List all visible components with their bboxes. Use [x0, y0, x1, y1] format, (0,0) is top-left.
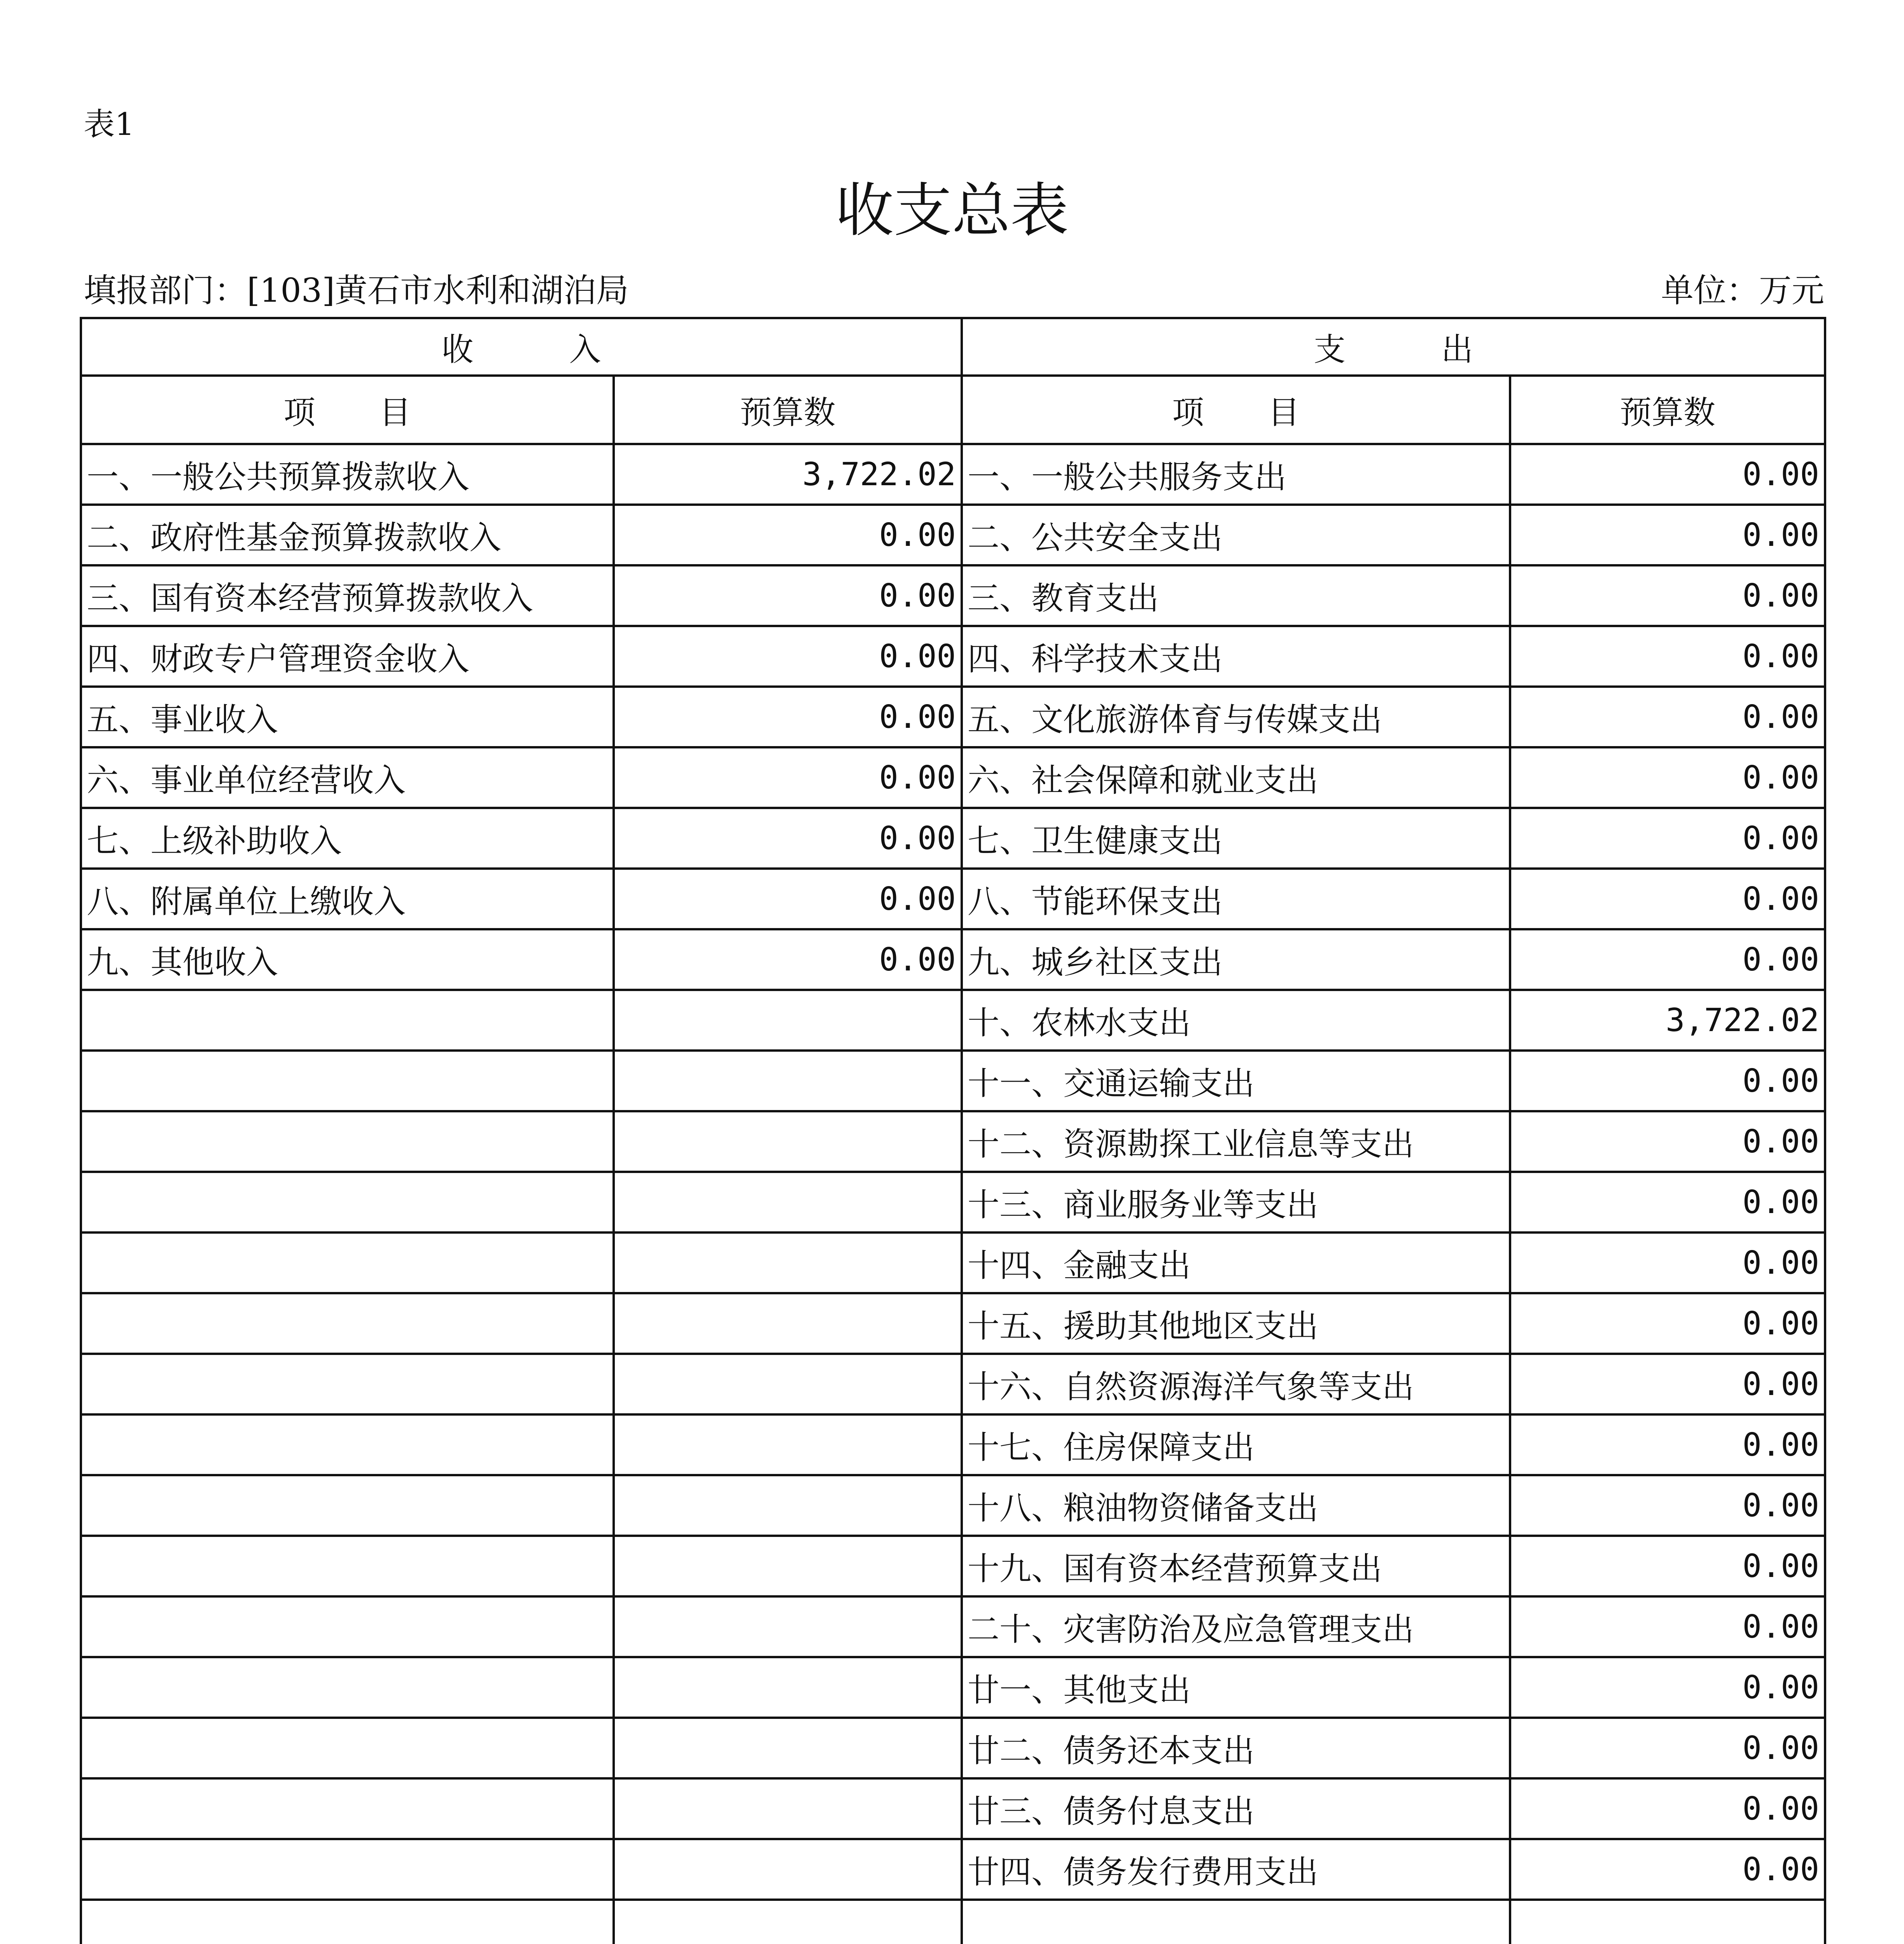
income-item-cell — [81, 1718, 614, 1778]
expense-item-cell: 十八、粮油物资储备支出 — [962, 1475, 1510, 1536]
expense-item-cell: 五、文化旅游体育与传媒支出 — [962, 687, 1510, 747]
income-item-header: 项 目 — [81, 376, 614, 444]
table-row — [81, 444, 1825, 505]
income-amount-cell — [614, 1778, 962, 1839]
income-item-cell — [81, 1475, 614, 1536]
page-title: 收支总表 — [835, 177, 1069, 245]
income-item-cell — [81, 1596, 614, 1657]
expense-item-cell: 十四、金融支出 — [962, 1232, 1510, 1293]
expense-budget-header: 预算数 — [1510, 376, 1825, 444]
income-item-cell — [81, 1051, 614, 1111]
expense-amount-cell: 0.00 — [1510, 1718, 1825, 1778]
expense-amount-cell: 0.00 — [1510, 1778, 1825, 1839]
table-row — [81, 1354, 1825, 1414]
expense-amount-cell: 0.00 — [1510, 687, 1825, 747]
income-item-cell: 五、事业收入 — [81, 687, 614, 747]
expense-amount-cell: 0.00 — [1510, 747, 1825, 808]
expense-item-cell: 一、一般公共服务支出 — [962, 444, 1510, 505]
income-item-cell: 一、一般公共预算拨款收入 — [81, 444, 614, 505]
income-amount-cell: 3,722.02 — [614, 444, 962, 505]
income-amount-cell — [614, 1051, 962, 1111]
department-label: 填报部门：[103]黄石市水利和湖泊局 — [84, 271, 629, 309]
column-header-row — [81, 376, 1825, 444]
expense-amount-cell: 0.00 — [1510, 1111, 1825, 1172]
table-row — [81, 1111, 1825, 1172]
income-amount-cell — [614, 1596, 962, 1657]
income-item-cell: 六、事业单位经营收入 — [81, 747, 614, 808]
table-row — [81, 747, 1825, 808]
income-amount-cell: 0.00 — [614, 626, 962, 687]
income-amount-cell: 0.00 — [614, 565, 962, 626]
table-row — [81, 1414, 1825, 1475]
expense-amount-cell — [1510, 1900, 1825, 1944]
expense-amount-cell: 0.00 — [1510, 1051, 1825, 1111]
income-item-cell: 二、政府性基金预算拨款收入 — [81, 505, 614, 565]
expense-amount-cell: 0.00 — [1510, 1839, 1825, 1900]
income-amount-cell: 0.00 — [614, 747, 962, 808]
income-item-cell: 三、国有资本经营预算拨款收入 — [81, 565, 614, 626]
income-amount-cell — [614, 990, 962, 1051]
income-amount-cell — [614, 1293, 962, 1354]
income-item-cell: 四、财政专户管理资金收入 — [81, 626, 614, 687]
income-amount-cell — [614, 1657, 962, 1718]
table-row — [81, 929, 1825, 990]
table-row — [81, 1536, 1825, 1596]
income-item-cell — [81, 1293, 614, 1354]
table-row — [81, 1293, 1825, 1354]
income-item-cell: 九、其他收入 — [81, 929, 614, 990]
income-item-cell — [81, 1900, 614, 1944]
expense-amount-cell: 0.00 — [1510, 1475, 1825, 1536]
income-item-cell: 八、附属单位上缴收入 — [81, 869, 614, 929]
income-amount-cell: 0.00 — [614, 808, 962, 869]
income-item-cell: 七、上级补助收入 — [81, 808, 614, 869]
income-amount-cell: 0.00 — [614, 929, 962, 990]
expense-amount-cell: 0.00 — [1510, 1232, 1825, 1293]
table-row — [81, 1657, 1825, 1718]
income-item-cell — [81, 1536, 614, 1596]
expense-item-cell: 六、社会保障和就业支出 — [962, 747, 1510, 808]
expense-amount-cell: 0.00 — [1510, 929, 1825, 990]
income-amount-cell — [614, 1232, 962, 1293]
expense-amount-cell: 0.00 — [1510, 1354, 1825, 1414]
income-item-cell — [81, 1414, 614, 1475]
income-amount-cell: 0.00 — [614, 505, 962, 565]
expense-amount-cell: 0.00 — [1510, 1657, 1825, 1718]
expense-amount-cell: 0.00 — [1510, 1596, 1825, 1657]
income-budget-header: 预算数 — [614, 376, 962, 444]
income-item-cell — [81, 990, 614, 1051]
table-row — [81, 1839, 1825, 1900]
table-row — [81, 1596, 1825, 1657]
expense-item-cell: 十七、住房保障支出 — [962, 1414, 1510, 1475]
expense-item-cell: 十九、国有资本经营预算支出 — [962, 1536, 1510, 1596]
table-row — [81, 565, 1825, 626]
income-item-cell — [81, 1839, 614, 1900]
expense-item-cell — [962, 1900, 1510, 1944]
expense-amount-cell: 0.00 — [1510, 444, 1825, 505]
expense-item-header: 项 目 — [962, 376, 1510, 444]
expense-amount-cell: 0.00 — [1510, 626, 1825, 687]
income-item-cell — [81, 1111, 614, 1172]
table-row — [81, 1718, 1825, 1778]
income-item-cell — [81, 1172, 614, 1232]
expense-item-cell: 二、公共安全支出 — [962, 505, 1510, 565]
income-item-cell — [81, 1778, 614, 1839]
expense-amount-cell: 0.00 — [1510, 808, 1825, 869]
income-amount-cell: 0.00 — [614, 687, 962, 747]
table-row — [81, 687, 1825, 747]
income-amount-cell — [614, 1111, 962, 1172]
income-amount-cell — [614, 1900, 962, 1944]
expense-item-cell: 九、城乡社区支出 — [962, 929, 1510, 990]
expense-amount-cell: 0.00 — [1510, 869, 1825, 929]
income-item-cell — [81, 1232, 614, 1293]
table-row — [81, 1900, 1825, 1944]
table-row — [81, 1778, 1825, 1839]
expense-amount-cell: 3,722.02 — [1510, 990, 1825, 1051]
table-row — [81, 1172, 1825, 1232]
expense-amount-cell: 0.00 — [1510, 1536, 1825, 1596]
expense-item-cell: 十、农林水支出 — [962, 990, 1510, 1051]
income-amount-cell: 0.00 — [614, 869, 962, 929]
expense-amount-cell: 0.00 — [1510, 1172, 1825, 1232]
expense-section-header: 支 出 — [962, 318, 1825, 376]
section-header-row — [81, 318, 1825, 376]
income-section-header: 收 入 — [81, 318, 962, 376]
expense-item-cell: 十六、自然资源海洋气象等支出 — [962, 1354, 1510, 1414]
expense-item-cell: 廿一、其他支出 — [962, 1657, 1510, 1718]
expense-item-cell: 十二、资源勘探工业信息等支出 — [962, 1111, 1510, 1172]
income-amount-cell — [614, 1354, 962, 1414]
expense-item-cell: 十一、交通运输支出 — [962, 1051, 1510, 1111]
expense-item-cell: 三、教育支出 — [962, 565, 1510, 626]
table-row — [81, 1232, 1825, 1293]
expense-item-cell: 四、科学技术支出 — [962, 626, 1510, 687]
income-amount-cell — [614, 1718, 962, 1778]
table-row — [81, 1475, 1825, 1536]
expense-item-cell: 廿四、债务发行费用支出 — [962, 1839, 1510, 1900]
table-row — [81, 505, 1825, 565]
income-amount-cell — [614, 1475, 962, 1536]
unit-label: 单位：万元 — [1661, 271, 1824, 309]
expense-item-cell: 八、节能环保支出 — [962, 869, 1510, 929]
table-row — [81, 869, 1825, 929]
expense-item-cell: 廿二、债务还本支出 — [962, 1718, 1510, 1778]
table-tag: 表1 — [84, 106, 135, 142]
income-item-cell — [81, 1354, 614, 1414]
budget-table — [80, 317, 1826, 1944]
expense-item-cell: 十三、商业服务业等支出 — [962, 1172, 1510, 1232]
table-row — [81, 626, 1825, 687]
expense-item-cell: 廿三、债务付息支出 — [962, 1778, 1510, 1839]
income-amount-cell — [614, 1839, 962, 1900]
table-row — [81, 990, 1825, 1051]
income-amount-cell — [614, 1536, 962, 1596]
table-row — [81, 1051, 1825, 1111]
income-amount-cell — [614, 1172, 962, 1232]
expense-item-cell: 十五、援助其他地区支出 — [962, 1293, 1510, 1354]
table-row — [81, 808, 1825, 869]
income-item-cell — [81, 1657, 614, 1718]
expense-amount-cell: 0.00 — [1510, 1293, 1825, 1354]
income-amount-cell — [614, 1414, 962, 1475]
expense-amount-cell: 0.00 — [1510, 1414, 1825, 1475]
expense-item-cell: 七、卫生健康支出 — [962, 808, 1510, 869]
expense-amount-cell: 0.00 — [1510, 565, 1825, 626]
expense-item-cell: 二十、灾害防治及应急管理支出 — [962, 1596, 1510, 1657]
expense-amount-cell: 0.00 — [1510, 505, 1825, 565]
